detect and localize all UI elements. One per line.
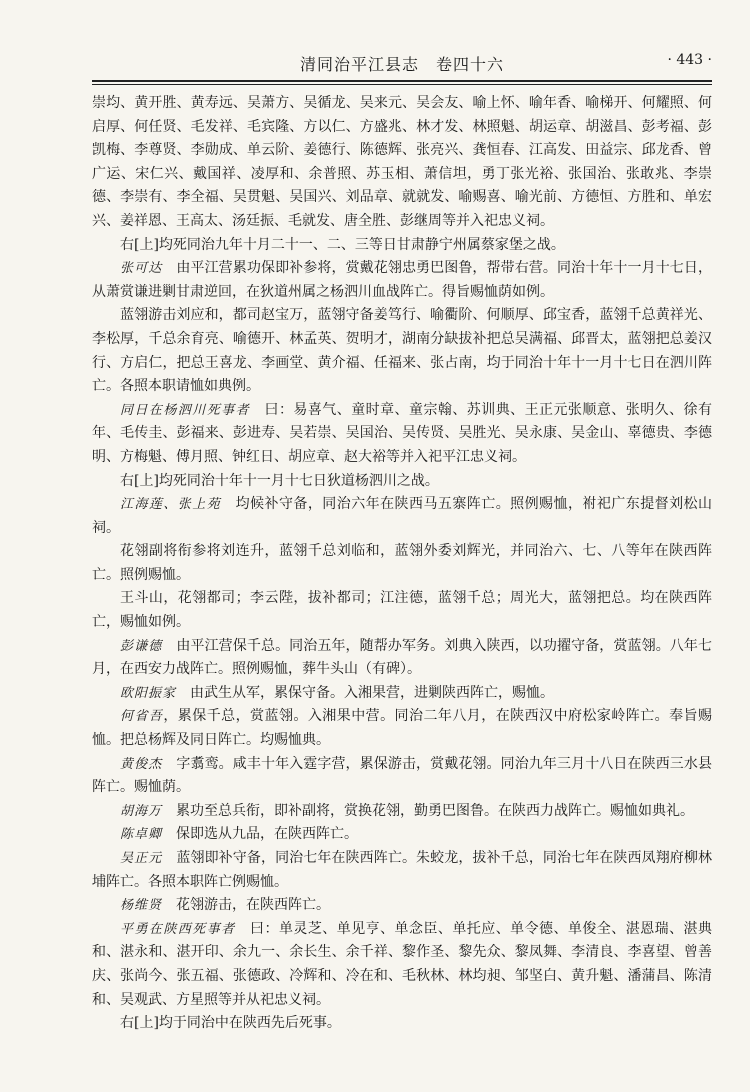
paragraph-text: 曰：单灵芝、单见亨、单念臣、单托应、单令德、单俊全、湛恩瑞、湛典和、湛永和、湛开印、余九一、余长生、余千祥、黎作圣、黎先众、黎凤舞、李清良、李喜望、曾善庆、张尚今、张五福、张德政、冷辉和、冷在和、毛秋林、林均昶、邹坚白、黄升魁、潘蒲昌、陈清和、吴观武、方星照等并从祀忠义祠。	[92, 920, 712, 1008]
paragraph	[92, 682, 712, 706]
header-title: 清同治平江县志 卷四十六	[299, 55, 504, 74]
paragraph	[92, 234, 712, 258]
paragraph-text: 蓝翎游击刘应和，都司赵宝万，蓝翎守备姜笃行、喻衢阶、何顺厚、邱宝香，蓝翎千总黄祥光、李松厚，千总余育亮、喻德开、林孟英、贺明才，湖南分缺拔补把总吴满福、邱晋太，蓝翎把总姜汉行、方启仁，把总王喜龙、李画堂、黄介福、任福来、张占南，均于同治十年十一月十七日在泗川阵亡。各照本职请恤如典例。	[92, 307, 712, 395]
person-name: 彭谦德	[120, 638, 163, 654]
person-name: 江海莲、张上苑	[120, 497, 222, 513]
running-header	[92, 52, 712, 78]
person-name: 张可达	[120, 261, 163, 277]
person-name: 黄俊杰	[120, 756, 163, 772]
paragraph	[92, 257, 712, 304]
paragraph	[92, 705, 712, 752]
paragraph	[92, 470, 712, 494]
paragraph	[92, 635, 712, 682]
person-name: 吴正元	[120, 851, 163, 866]
paragraph-text: 王斗山，花翎都司；李云陛，拔补都司；江注德，蓝翎千总；周光大，蓝翎把总。均在陕西阵亡，赐恤如例。	[92, 590, 712, 631]
paragraph	[92, 847, 712, 894]
person-name: 平勇在陕西死事者	[120, 921, 236, 937]
paragraph	[92, 1012, 712, 1036]
person-name: 同日在杨泗川死事者	[120, 402, 251, 418]
header-rule-thin	[92, 84, 712, 85]
paragraph-text: 右[上]均死同治十年十一月十七日狄道杨泗川之战。	[120, 472, 439, 489]
paragraph-text: 均候补守备，同治六年在陕西马五寨阵亡。照例赐恤，祔祀广东提督刘松山祠。	[92, 496, 712, 536]
paragraph-text: 花翎副将衔参将刘连升，蓝翎千总刘临和，蓝翎外委刘辉光，并同治六、七、八等年在陕西阵亡。照例赐恤。	[92, 543, 712, 583]
paragraph	[92, 918, 712, 1012]
paragraph	[92, 800, 712, 824]
person-name: 杨维贤	[120, 898, 163, 914]
person-name: 胡海万	[120, 803, 163, 819]
header-rule-thick	[92, 80, 712, 82]
paragraph	[92, 399, 712, 470]
paragraph	[92, 493, 712, 540]
paragraph-text: 字翥鸾。咸丰十年入霆字营，累保游击，赏戴花翎。同治九年三月十八日在陕西三水县阵亡。赐恤荫。	[92, 755, 712, 796]
paragraph	[92, 304, 712, 398]
paragraph-text: 由平江营保千总。同治五年，随帮办军务。刘典入陕西，以功擢守备，赏蓝翎。八年七月，在西安力战阵亡。照例赐恤，葬牛头山（有碑）。	[92, 637, 712, 678]
paragraph	[92, 92, 712, 234]
paragraph	[92, 753, 712, 800]
person-name: 何省吾	[120, 709, 164, 725]
paragraph	[92, 540, 712, 587]
paragraph-text: 曰：易喜气、童时章、童宗翰、苏训典、王正元张顺意、张明久、徐有年、毛传圭、彭福来、彭进寿、吴若崇、吴国治、吴传贤、吴胜光、吴永康、吴金山、辜德贵、李德明、方梅魁、傅月照、钟红日、胡应章、赵大裕等并入祀平江忠义祠。	[92, 401, 712, 465]
paragraph	[92, 894, 712, 918]
page-number: · 443 ·	[667, 52, 712, 68]
paragraph-text: ，累保千总，赏蓝翎。入湘果中营。同治二年八月，在陕西汉中府松家岭阵亡。奉旨赐恤。把总杨辉及同日阵亡。均赐恤典。	[92, 708, 712, 749]
body-text	[92, 92, 712, 1036]
paragraph-text: 由平江营累功保即补参将，赏戴花翎忠勇巴图鲁，帮带右营。同治十年十一月十七日，从萧赏谦进剿甘肃逆回，在狄道州属之杨泗川血战阵亡。得旨赐恤荫如例。	[92, 260, 712, 300]
paragraph	[92, 823, 712, 847]
paragraph-text: 累功至总兵衔，即补副将，赏换花翎，勤勇巴图鲁。在陕西力战阵亡。赐恤如典礼。	[162, 802, 695, 819]
paragraph-text: 蓝翎即补守备，同治七年在陕西阵亡。朱蛟龙，拔补千总，同治七年在陕西凤翔府柳林埔阵亡。各照本职阵亡例赐恤。	[92, 850, 712, 890]
paragraph-text: 右[上]均死同治九年十月二十一、二、三等日甘肃静宁州属蔡家堡之战。	[120, 236, 565, 253]
person-name: 欧阳振家	[120, 685, 177, 701]
paragraph-text: 花翎游击，在陕西阵亡。	[162, 897, 331, 914]
paragraph-text: 保即选从九品，在陕西阵亡。	[162, 826, 359, 843]
paragraph-text: 右[上]均于同治中在陕西先后死事。	[120, 1015, 341, 1032]
paragraph-text: 崇均、黄开胜、黄寿远、吴萧方、吴循龙、吴来元、吴会友、喻上怀、喻年香、喻梯开、何耀照、何启厚、何任贤、毛发祥、毛宾隆、方以仁、方盛兆、林才发、林照魁、胡运章、胡滋昌、彭考福、彭凯梅、李尊贤、李勋成、单云阶、姜德行、陈德辉、张亮兴、龚恒春、江高发、田益宗、邱龙香、曾广运、宋仁兴、戴国祥、凌厚和、余普照、苏玉相、萧信坦，勇丁张光裕、张国治、张敢兆、李崇德、李崇有、李全福、吴贯魁、吴国兴、刘品章、就就发、喻赐喜、喻光前、方德恒、方胜和、单宏兴、姜祥恩、王高太、汤廷振、毛就发、唐全胜、彭继周等并入祀忠义祠。	[92, 95, 712, 229]
person-name: 陈卓卿	[120, 827, 163, 843]
paragraph	[92, 587, 712, 634]
paragraph-text: 由武生从军，累保守备。入湘果营，进剿陕西阵亡，赐恤。	[176, 684, 555, 701]
